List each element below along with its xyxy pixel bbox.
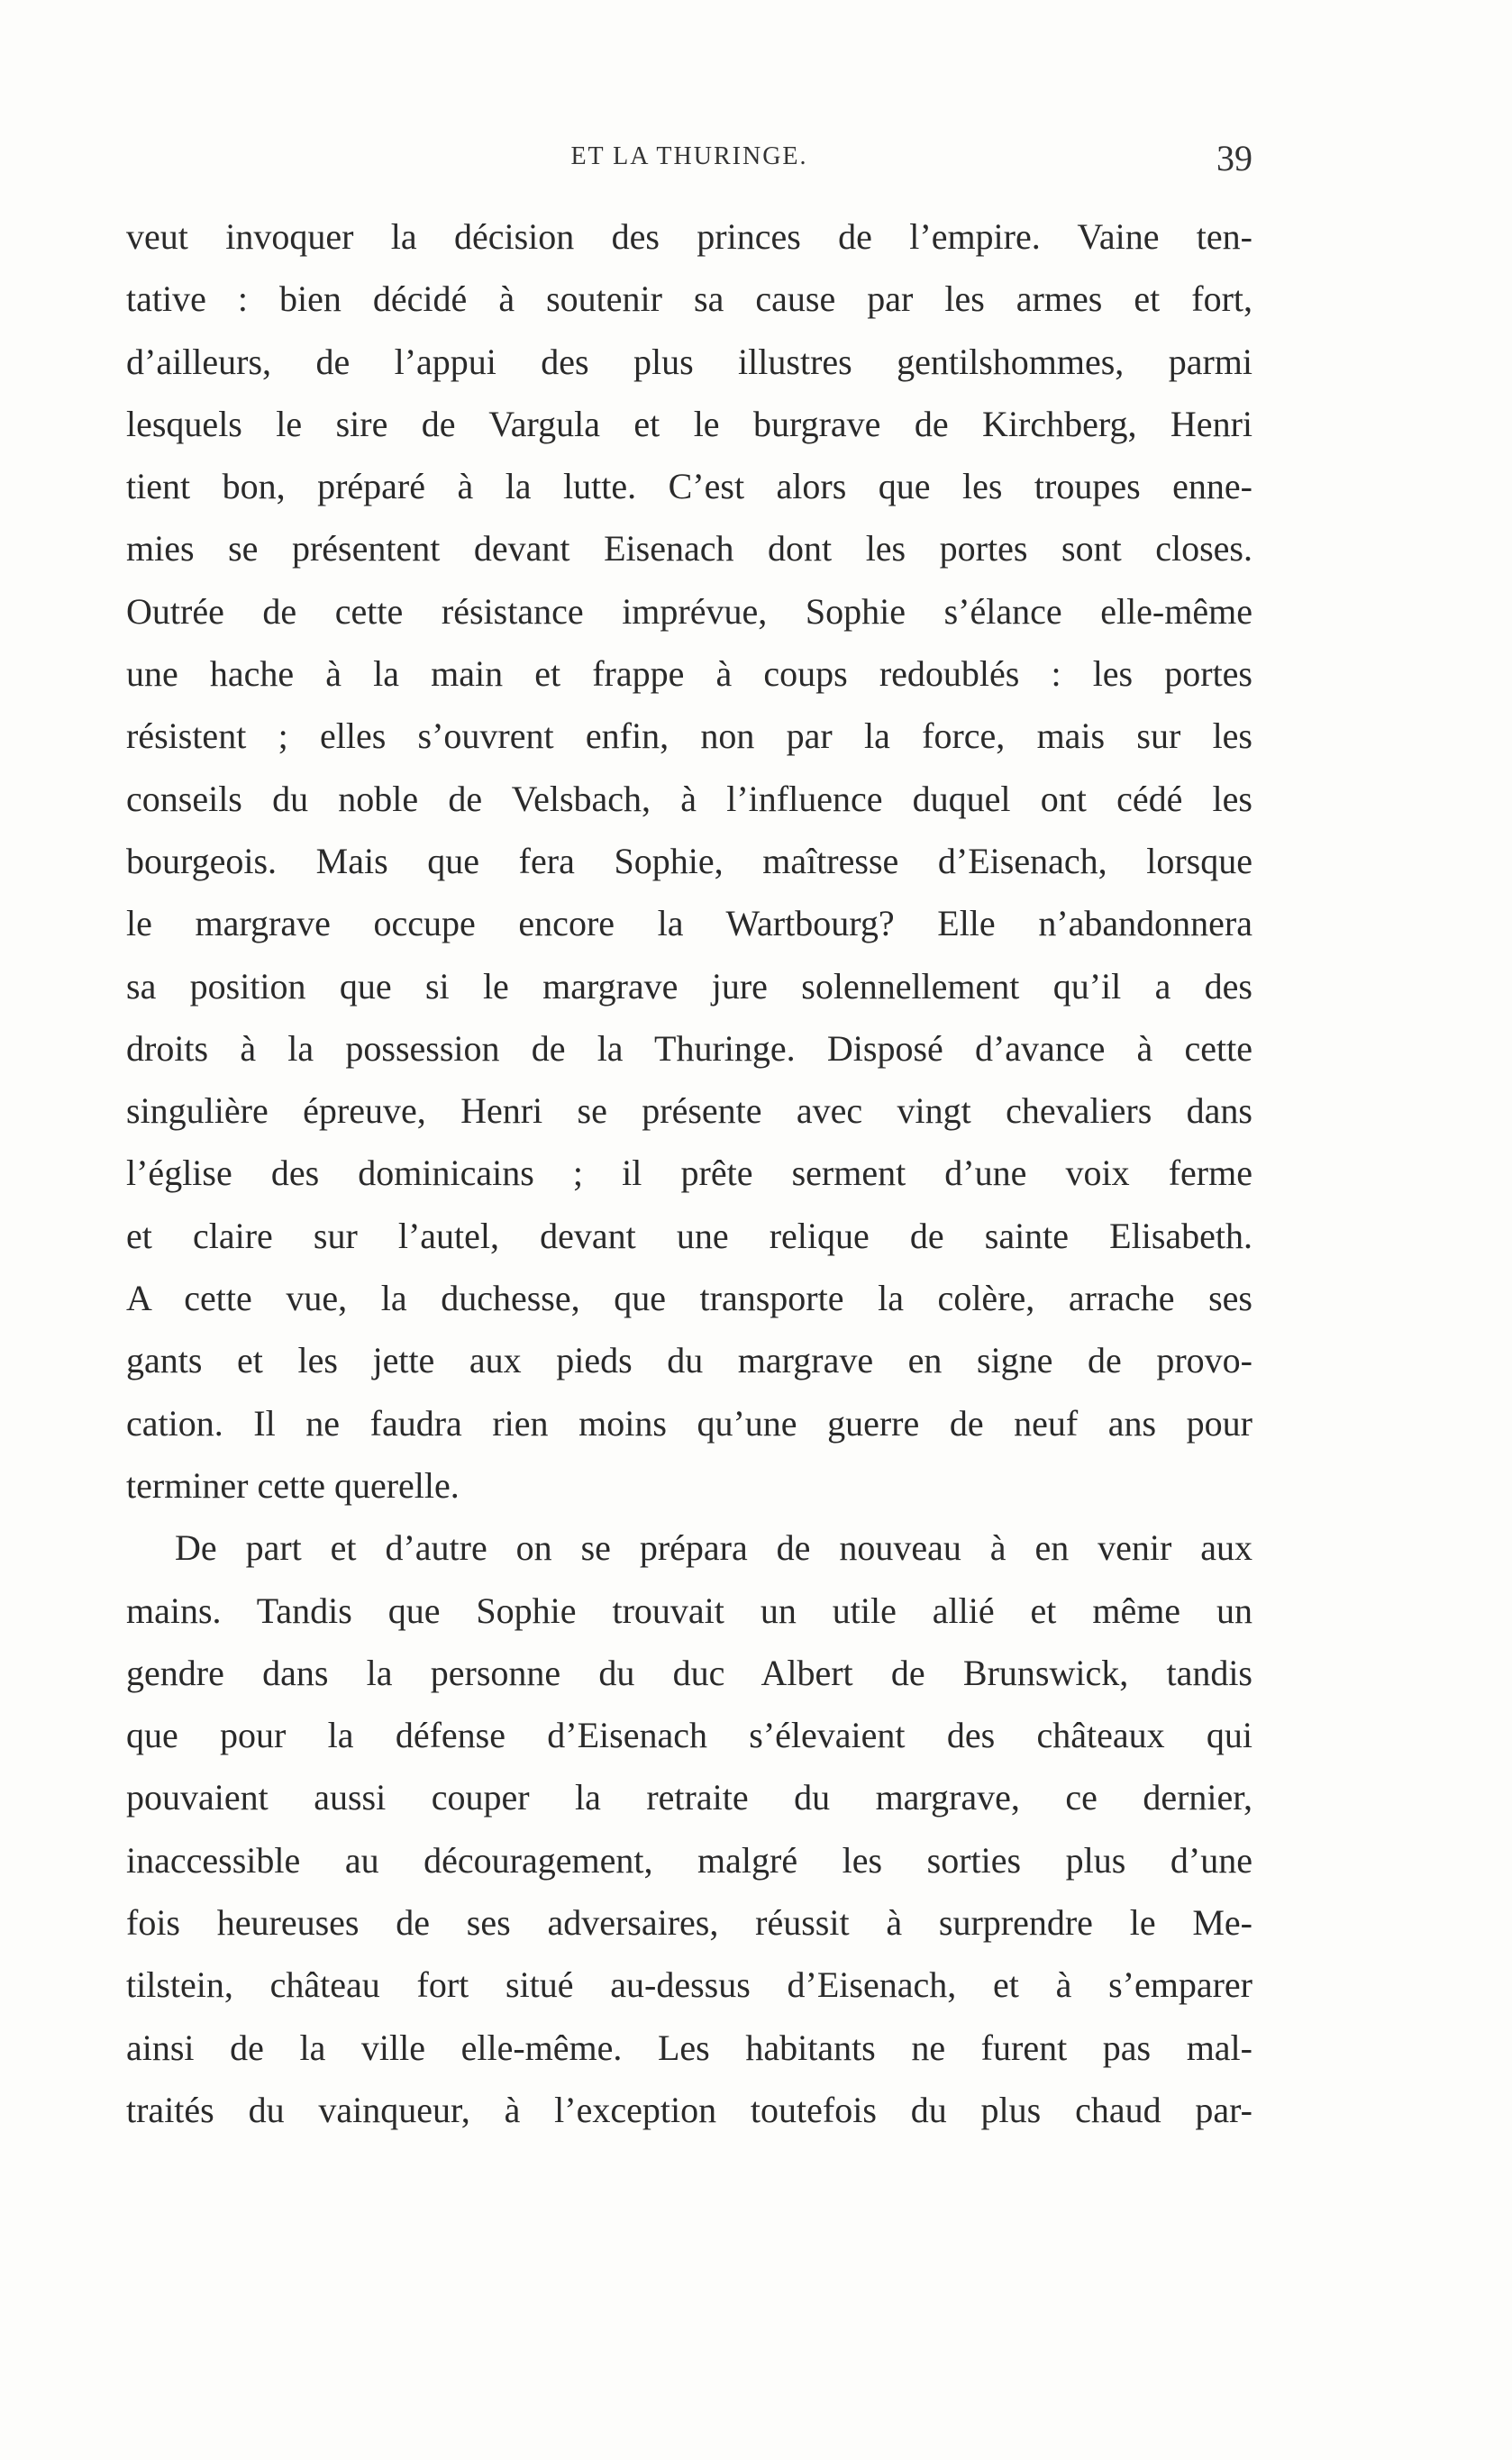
text-line: droits à la possession de la Thuringe. Disposé d’avance à cette [126, 1027, 1252, 1069]
text-line: gendre dans la personne du duc Albert de Brunswick, tandis [126, 1652, 1252, 1693]
text-line: fois heureuses de ses adversaires, réussit à surprendre le Me- [126, 1902, 1252, 1944]
text-line: tient bon, préparé à la lutte. C’est alors que les troupes enne- [126, 466, 1252, 507]
text-line: A cette vue, la duchesse, que transporte la colère, arrache ses [126, 1278, 1252, 1319]
text-line: l’église des dominicains ; il prête serment d’une voix ferme [126, 1153, 1252, 1194]
running-title: ET LA THURINGE. [570, 142, 808, 170]
text-line: tilstein, château fort situé au-dessus d’Eisenach, et à s’emparer [126, 1964, 1252, 2006]
text-line: et claire sur l’autel, devant une relique de sainte Elisabeth. [126, 1215, 1252, 1256]
text-line: tative : bien décidé à soutenir sa cause par les armes et fort, [126, 278, 1252, 320]
text-line: De part et d’autre on se prépara de nouveau à en venir aux [175, 1527, 1252, 1569]
paragraph-1 [126, 205, 1252, 1517]
paragraph-2 [126, 1517, 1252, 2141]
text-line: sa position que si le margrave jure solennellement qu’il a des [126, 965, 1252, 1007]
text-line: une hache à la main et frappe à coups redoublés : les portes [126, 653, 1252, 695]
text-line: ainsi de la ville elle-même. Les habitants ne furent pas mal- [126, 2027, 1252, 2068]
text-line: pouvaient aussi couper la retraite du margrave, ce dernier, [126, 1777, 1252, 1818]
text-line: Outrée de cette résistance imprévue, Sophie s’élance elle-même [126, 590, 1252, 632]
text-line: gants et les jette aux pieds du margrave en signe de provo- [126, 1340, 1252, 1381]
text-line: inaccessible au découragement, malgré les sorties plus d’une [126, 1839, 1252, 1881]
body-text [126, 205, 1252, 2141]
text-line: bourgeois. Mais que fera Sophie, maîtresse d’Eisenach, lorsque [126, 840, 1252, 881]
text-line: terminer cette querelle. [126, 1464, 460, 1506]
text-line: traités du vainqueur, à l’exception toutefois du plus chaud par- [126, 2089, 1252, 2130]
page-number: 39 [1216, 138, 1252, 178]
text-line: cation. Il ne faudra rien moins qu’une guerre de neuf ans pour [126, 1402, 1252, 1444]
text-line: lesquels le sire de Vargula et le burgrave de Kirchberg, Henri [126, 403, 1252, 444]
text-line: singulière épreuve, Henri se présente avec vingt chevaliers dans [126, 1090, 1252, 1132]
text-line: veut invoquer la décision des princes de l’empire. Vaine ten- [126, 216, 1252, 257]
text-line: mies se présentent devant Eisenach dont les portes sont closes. [126, 528, 1252, 569]
running-header [126, 137, 1252, 180]
text-line: que pour la défense d’Eisenach s’élevaient des châteaux qui [126, 1715, 1252, 1756]
text-line: mains. Tandis que Sophie trouvait un utile allié et même un [126, 1590, 1252, 1631]
text-line: d’ailleurs, de l’appui des plus illustres gentilshommes, parmi [126, 341, 1252, 382]
text-line: résistent ; elles s’ouvrent enfin, non par la force, mais sur les [126, 715, 1252, 757]
text-line: le margrave occupe encore la Wartbourg? Elle n’abandonnera [126, 903, 1252, 944]
text-line: conseils du noble de Velsbach, à l’influence duquel ont cédé les [126, 778, 1252, 819]
